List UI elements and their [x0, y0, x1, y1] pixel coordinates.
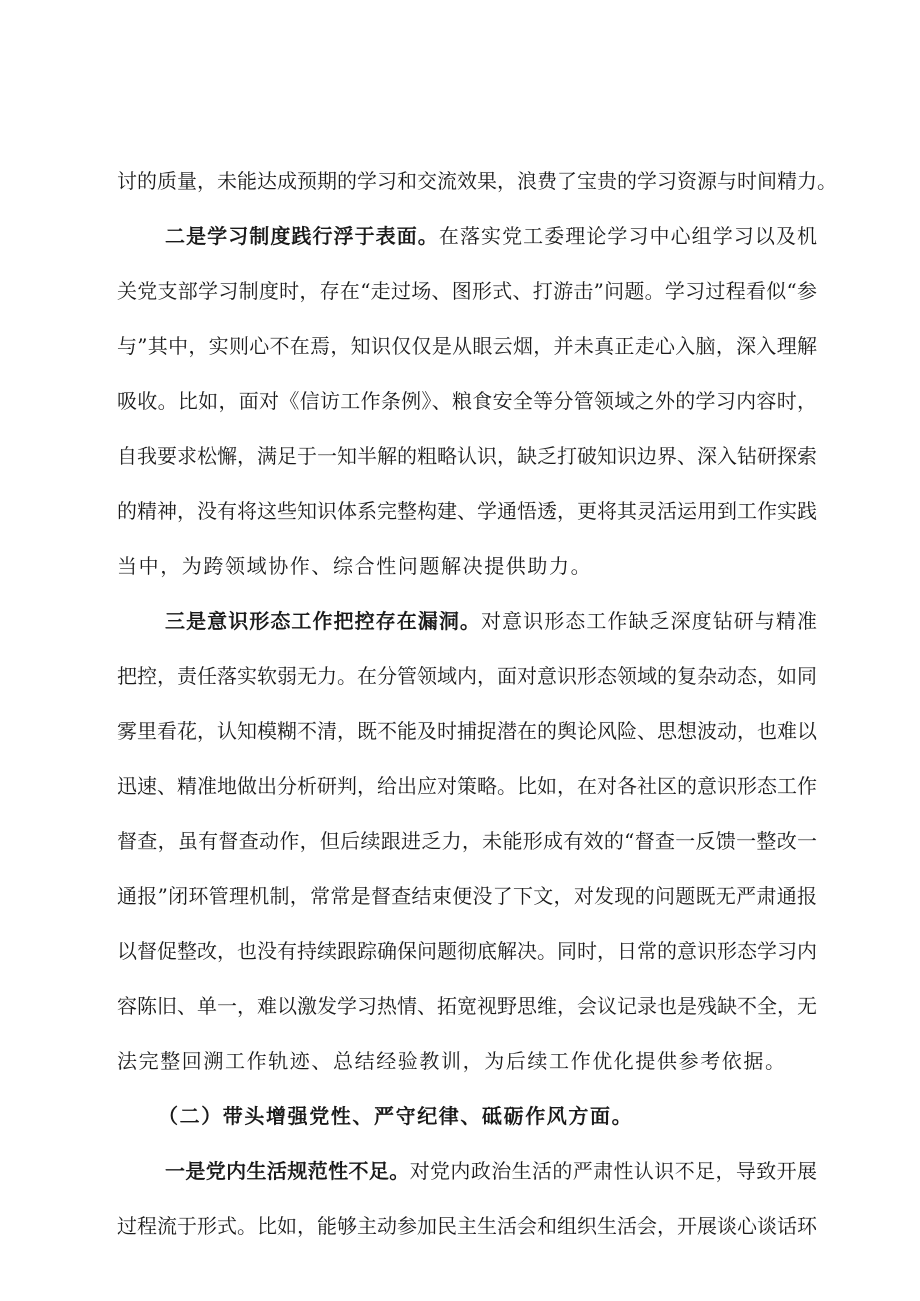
text-line — [117, 827, 817, 855]
text-line — [117, 937, 817, 965]
line-text: 与”其中，实则心不在焉，知识仅仅是从眼云烟，并未真正走心入脑，深入理解 — [117, 334, 817, 358]
paragraph-lead: 三是意识形态工作把控存在漏洞。 — [165, 609, 481, 633]
text-line — [117, 552, 817, 580]
line-text: 法完整回溯工作轨迹、总结经验教训，为后续工作优化提供参考依据。 — [117, 1049, 787, 1073]
section-heading — [158, 1102, 818, 1130]
line-text: 关党支部学习制度时，存在“走过场、图形式、打游击”问题。学习过程看似“参 — [117, 279, 817, 303]
text-line — [117, 387, 817, 415]
text-line — [117, 717, 817, 745]
text-line — [117, 497, 817, 525]
line-text: 督查，虽有督查动作，但后续跟进乏力，未能形成有效的“督查一反馈一整改一 — [117, 829, 817, 853]
paragraph-start — [165, 1157, 817, 1185]
line-text: 把控，责任落实软弱无力。在分管领域内，面对意识形态领域的复杂动态，如同 — [117, 664, 817, 688]
line-text: 对党内政治生活的严肃性认识不足，导致开展 — [409, 1159, 818, 1183]
text-line — [117, 442, 817, 470]
text-line — [117, 1047, 817, 1075]
line-text: 自我要求松懈，满足于一知半解的粗略认识，缺乏打破知识边界、深入钻研探索 — [117, 444, 817, 468]
paragraph-start — [165, 607, 817, 635]
line-text: 以督促整改，也没有持续跟踪确保问题彻底解决。同时，日常的意识形态学习内 — [117, 939, 817, 963]
line-text: 的精神，没有将这些知识体系完整构建、学通悟透，更将其灵活运用到工作实践 — [117, 499, 817, 523]
line-text: 在落实党工委理论学习中心组学习以及机 — [438, 224, 818, 248]
text-line — [117, 332, 817, 360]
paragraph-start — [165, 222, 817, 250]
text-line — [117, 662, 817, 690]
line-text: 讨的质量，未能达成预期的学习和交流效果，浪费了宝贵的学习资源与时间精力。 — [117, 169, 837, 193]
paragraph-lead: 一是党内生活规范性不足。 — [165, 1159, 410, 1183]
line-text: 容陈旧、单一，难以激发学习热情、拓宽视野思维，会议记录也是残缺不全，无 — [117, 994, 817, 1018]
text-line — [117, 772, 817, 800]
text-line — [117, 1212, 817, 1240]
section-heading-text: （二）带头增强党性、严守纪律、砥砺作风方面。 — [158, 1104, 634, 1128]
paragraph-lead: 二是学习制度践行浮于表面。 — [165, 224, 439, 248]
text-line — [117, 992, 817, 1020]
line-text: 对意识形态工作缺乏深度钻研与精准 — [481, 609, 817, 633]
line-text: 迅速、精准地做出分析研判，给出应对策略。比如，在对各社区的意识形态工作 — [117, 774, 817, 798]
text-line — [117, 167, 837, 195]
line-text: 雾里看花，认知模糊不清，既不能及时捕捉潜在的舆论风险、思想波动，也难以 — [117, 719, 817, 743]
line-text: 吸收。比如，面对《信访工作条例》、粮食安全等分管领域之外的学习内容时， — [117, 389, 817, 413]
line-text: 过程流于形式。比如，能够主动参加民主生活会和组织生活会，开展谈心谈话环 — [117, 1214, 817, 1238]
text-line — [117, 277, 817, 305]
text-line — [117, 882, 817, 910]
line-text: 当中，为跨领域协作、综合性问题解决提供助力。 — [117, 554, 593, 578]
line-text: 通报”闭环管理机制，常常是督查结束便没了下文，对发现的问题既无严肃通报 — [117, 884, 817, 908]
